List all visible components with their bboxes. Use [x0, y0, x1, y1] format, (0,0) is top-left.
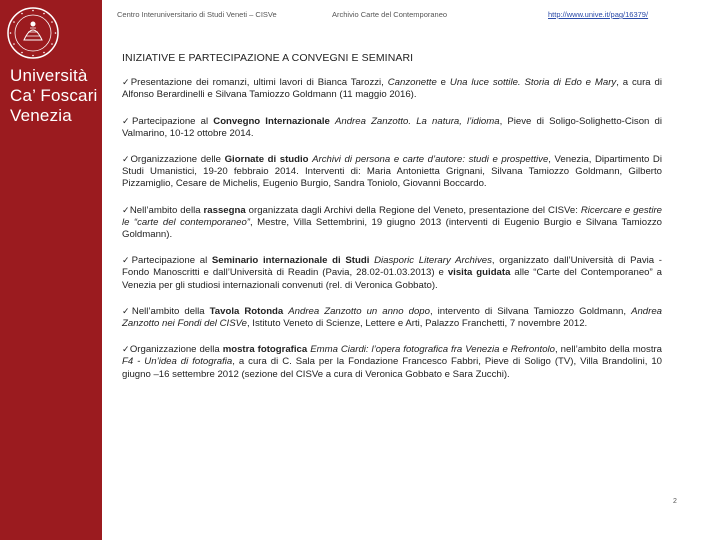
list-item [122, 205, 662, 242]
university-logo-text [10, 66, 98, 126]
item-text-segment: F4 - Un’idea di fotografia [122, 356, 233, 368]
item-text-segment: , organizzato dall’Università di Pavia - Fondo Manoscritti e dall’Università di Readin (Pavia, 28.02-01.03.2013) e [122, 255, 662, 279]
item-text-segment: , Venezia, Dipartimento Di Studi Umanistici, 19-20 febbraio 2014. Interventi di: Maria Antonietta Grignani, Silvana Tamiozzo Goldmann, Gilberto Pizzamiglio, Cesare de Michelis, Eugenio Burgio, Sandra Toniolo, Giovanni Boccardo. [122, 154, 662, 190]
item-text-segment: , Mestre, Villa Settembrini, 19 giugno 2013 (interventi di Eugenio Burgio e Silvana Tamiozzo Goldmann). [122, 216, 662, 241]
checkmark-icon: ✓ [122, 256, 132, 267]
item-text-segment: Organizzazione della [129, 344, 223, 356]
header-archive-name: Archivio Carte del Contemporaneo [332, 10, 448, 19]
sidebar [0, 0, 102, 540]
item-text-segment: visita guidata [447, 267, 511, 279]
checkmark-icon: ✓ [122, 78, 131, 89]
item-text-segment: Una luce sottile. Storia di Edo e Mary [449, 77, 617, 89]
checkmark-icon: ✓ [122, 345, 130, 356]
logo-line-3: Venezia [10, 106, 72, 125]
logo-line-2: Ca’ Foscari [10, 86, 98, 105]
item-text-segment: Convegno Internazionale [213, 115, 330, 127]
list-item [122, 255, 662, 292]
item-text-segment: Presentazione dei romanzi, ultimi lavori di Bianca Tarozzi, [130, 77, 388, 89]
checkmark-icon: ✓ [122, 155, 131, 166]
item-text-segment: Giornate di studio [224, 154, 309, 166]
item-text-segment: Partecipazione al [132, 115, 214, 127]
list-item [122, 344, 662, 381]
page-title: INIZIATIVE E PARTECIPAZIONE A CONVEGNI E SEMINARI [122, 52, 414, 64]
item-text-segment: Nell’ambito della [131, 305, 210, 317]
item-text-segment: Andrea Zanzotto nei Fondi del CISVe [122, 305, 662, 330]
item-text-segment: Seminario internazionale di Studi [211, 255, 370, 267]
main-content [122, 52, 662, 395]
page-number: 2 [673, 498, 677, 505]
item-text-segment: , intervento di Silvana Tamiozzo Goldmann, [429, 305, 632, 317]
item-text-segment: , Pieve di Soligo-Solighetto-Cison di Valmarino, 10-12 ottobre 2014. [122, 115, 662, 139]
item-text-segment: Nell’ambito della [129, 204, 204, 216]
page-header [0, 10, 720, 24]
list-item [122, 306, 662, 330]
header-link[interactable]: http://www.unive.it/pag/16379/ [548, 10, 649, 19]
item-text-segment: , Istituto Veneto di Scienze, Lettere e Arti, Palazzo Franchetti, 7 novembre 2012. [246, 318, 588, 330]
item-text-segment: Emma Ciardi: l’opera fotografica fra Venezia e Refrontolo [310, 344, 556, 356]
item-text-segment: Ricercare e gestire le “carte del contemporaneo” [122, 204, 662, 228]
item-text-segment: Tavola Rotonda [209, 305, 284, 317]
item-text-segment: Canzonette [387, 77, 437, 89]
item-text-segment: Partecipazione al [131, 255, 212, 267]
logo-line-1: Università [10, 66, 88, 85]
item-text-segment: Andrea Zanzotto. La natura, l’idioma [334, 115, 500, 127]
item-text-segment: Archivi di persona e carte d’autore: studi e prospettive [312, 154, 549, 166]
checkmark-icon: ✓ [122, 205, 130, 216]
item-text-segment: , a cura di C. Sala per la Fondazione Francesco Fabbri, Pieve di Soligo (TV), Villa Brandolini, 10 giugno –16 settembre 2012 (sezione del CISVe a cura di Veronica Gobbato e Sara Zucchi). [122, 356, 662, 380]
item-text-segment: e [436, 77, 450, 89]
checkmark-icon: ✓ [122, 116, 133, 127]
item-text-segment: alle “Carte del Contemporaneo” a Venezia per gli studiosi internazionali convenuti (rel. di Veronica Gobbato). [122, 267, 662, 291]
item-text-segment: , a cura di Alfonso Berardinelli e Silvana Tamiozzo Goldmann (11 maggio 2016). [122, 77, 662, 101]
item-text-segment: Organizzazione delle [130, 154, 225, 166]
item-text-segment: rassegna [203, 204, 246, 216]
list-item [122, 116, 662, 140]
item-text-segment: organizzata dagli Archivi della Regione del Veneto, presentazione del CISVe: [245, 204, 581, 216]
item-text-segment: Diasporic Literary Archives [374, 255, 492, 267]
item-text-segment: mostra fotografica [222, 344, 308, 356]
list-item [122, 77, 662, 101]
list-item [122, 154, 662, 191]
checkmark-icon: ✓ [122, 306, 132, 317]
item-text-segment: Andrea Zanzotto un anno dopo [288, 305, 430, 317]
item-text-segment: , nell’ambito della mostra [555, 344, 663, 356]
header-centre-name: Centro Interuniversitario di Studi Veneti – CISVe [117, 10, 277, 19]
